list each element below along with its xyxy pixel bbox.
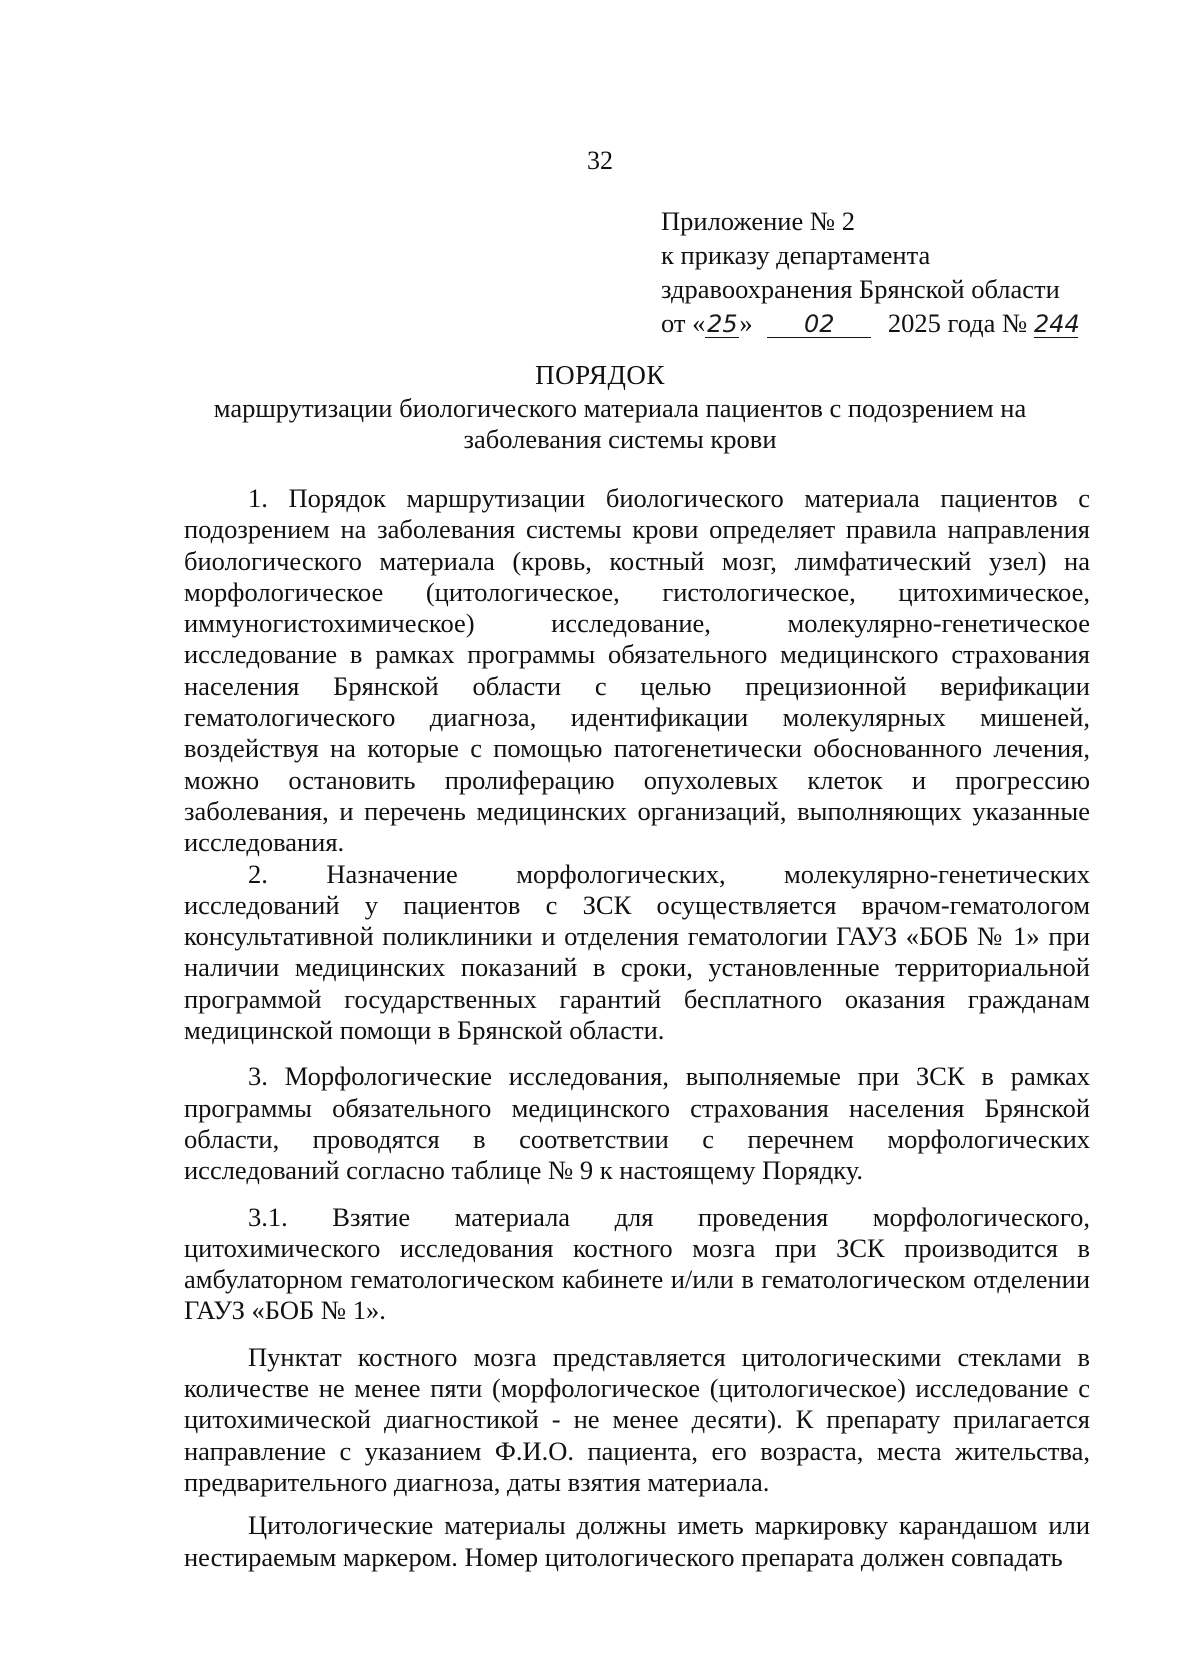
appendix-date-line <box>661 306 1078 340</box>
appendix-header <box>661 204 1078 340</box>
page-number: 32 <box>587 146 613 175</box>
date-day-handwritten: 25 <box>707 310 738 338</box>
paragraph-2: 2. Назначение морфологических, молекулярно-генетических исследований у пациентов с ЗСК осуществляется врачом-гематологом консультативной поликлиники и отделения гематологии ГАУЗ «БОБ № 1» при наличии медицинских показаний в сроки, установленные территориальной программой государственных гарантий бесплатного оказания гражданам медицинской помощи в Брянской области. <box>184 858 1090 1046</box>
document-title: ПОРЯДОК <box>535 360 665 390</box>
paragraph-marking: Цитологические материалы должны иметь маркировку карандашом или нестираемым маркером. Номер цитологического препарата должен совпадать <box>184 1510 1090 1572</box>
paragraph-3-1: 3.1. Взятие материала для проведения морфологического, цитохимического исследования костного мозга при ЗСК производится в амбулаторном гематологическом кабинете и/или в гематологическом отделении ГАУЗ «БОБ № 1». <box>184 1201 1090 1326</box>
date-month-handwritten: 02 <box>767 311 871 338</box>
paragraph-3: 3. Морфологические исследования, выполняемые при ЗСК в рамках программы обязательного медицинского страхования населения Брянской области, проводятся в соответствии с перечнем морфологических исследований согласно таблице № 9 к настоящему Порядку. <box>184 1061 1090 1186</box>
date-prefix: от « <box>661 308 706 338</box>
appendix-line-2: к приказу департамента <box>661 240 931 270</box>
paragraph-1: 1. Порядок маршрутизации биологического материала пациентов с подозрением на заболевания системы крови определяет правила направления биологического материала (кровь, костный мозг, лимфатический узел) на морфологическое (цитологическое, гистологическое, цитохимическое, иммуногистохимическое) исследование, молекулярно-генетическое исследование в рамках программы обязательного медицинского страхования населения Брянской области с целью прецизионной верификации гематологического диагноза, идентификации молекулярных мишеней, воздействуя на которые с помощью патогенетически обоснованного лечения, можно остановить пролиферацию опухолевых клеток и прогрессию заболевания, и перечень медицинских организаций, выполняющих указанные исследования. <box>184 483 1090 858</box>
order-number-handwritten: 244 <box>1033 310 1080 338</box>
date-year-text: 2025 года № <box>887 308 1028 338</box>
appendix-line-3: здравоохранения Брянской области <box>661 274 1060 304</box>
date-mid: » <box>739 308 753 338</box>
document-body <box>184 483 1090 1573</box>
paragraph-punctate: Пунктат костного мозга представляется цитологическими стеклами в количестве не менее пяти (морфологическое (цитологическое) исследование с цитохимической диагностикой - не менее десяти). К препарату прилагается направление с указанием Ф.И.О. пациента, его возраста, места жительства, предварительного диагноза, даты взятия материала. <box>184 1341 1090 1497</box>
document-subtitle: маршрутизации биологического материала пациентов с подозрением на заболевания системы крови <box>213 393 1027 454</box>
appendix-line-1: Приложение № 2 <box>661 206 856 236</box>
